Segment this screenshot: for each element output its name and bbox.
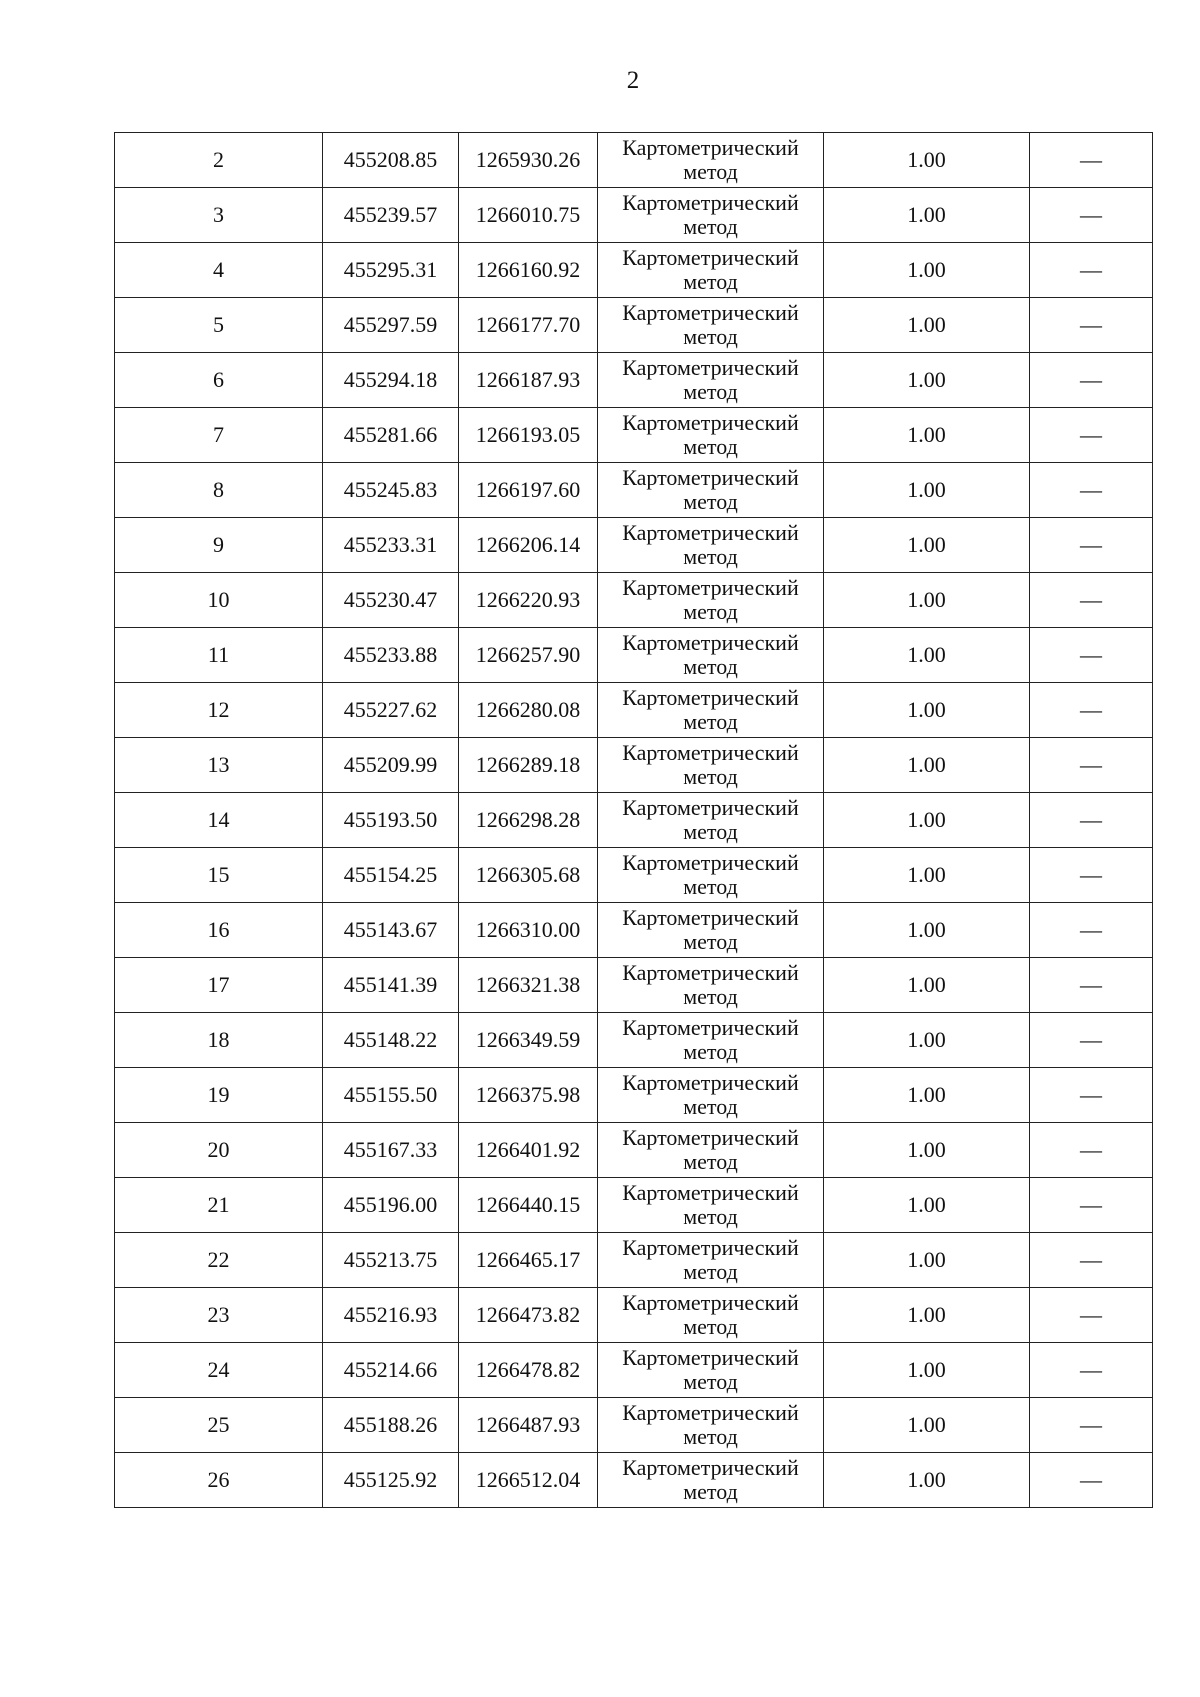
y-coordinate-cell: 1266280.08 <box>459 683 598 738</box>
method-line-1: Картометрический <box>622 1290 799 1315</box>
coordinates-table <box>114 132 1153 1508</box>
point-number-cell: 11 <box>115 628 323 683</box>
x-coordinate-cell: 455148.22 <box>323 1013 459 1068</box>
method-cell <box>598 298 824 353</box>
x-coordinate-cell: 455125.92 <box>323 1453 459 1508</box>
table-row <box>115 1343 1153 1398</box>
accuracy-cell: 1.00 <box>824 133 1030 188</box>
x-coordinate-cell: 455216.93 <box>323 1288 459 1343</box>
method-line-2: метод <box>683 269 738 294</box>
y-coordinate-cell: 1266321.38 <box>459 958 598 1013</box>
table-row <box>115 958 1153 1013</box>
x-coordinate-cell: 455233.88 <box>323 628 459 683</box>
x-coordinate-cell: 455213.75 <box>323 1233 459 1288</box>
y-coordinate-cell: 1266401.92 <box>459 1123 598 1178</box>
accuracy-cell: 1.00 <box>824 1398 1030 1453</box>
method-line-1: Картометрический <box>622 355 799 380</box>
x-coordinate-cell: 455208.85 <box>323 133 459 188</box>
x-coordinate-cell: 455214.66 <box>323 1343 459 1398</box>
accuracy-cell: 1.00 <box>824 518 1030 573</box>
accuracy-cell: 1.00 <box>824 1123 1030 1178</box>
accuracy-cell: 1.00 <box>824 1288 1030 1343</box>
method-line-2: метод <box>683 1149 738 1174</box>
accuracy-cell: 1.00 <box>824 408 1030 463</box>
description-cell: — <box>1030 738 1153 793</box>
x-coordinate-cell: 455239.57 <box>323 188 459 243</box>
table-row <box>115 848 1153 903</box>
method-line-1: Картометрический <box>622 740 799 765</box>
y-coordinate-cell: 1266220.93 <box>459 573 598 628</box>
description-cell: — <box>1030 1178 1153 1233</box>
table-row <box>115 1178 1153 1233</box>
method-line-1: Картометрический <box>622 1235 799 1260</box>
point-number-cell: 6 <box>115 353 323 408</box>
method-cell <box>598 1398 824 1453</box>
point-number-cell: 12 <box>115 683 323 738</box>
method-line-1: Картометрический <box>622 1400 799 1425</box>
method-cell <box>598 1343 824 1398</box>
method-cell <box>598 848 824 903</box>
method-line-2: метод <box>683 214 738 239</box>
accuracy-cell: 1.00 <box>824 958 1030 1013</box>
description-cell: — <box>1030 243 1153 298</box>
method-line-2: метод <box>683 1369 738 1394</box>
y-coordinate-cell: 1266478.82 <box>459 1343 598 1398</box>
description-cell: — <box>1030 298 1153 353</box>
point-number-cell: 24 <box>115 1343 323 1398</box>
x-coordinate-cell: 455294.18 <box>323 353 459 408</box>
method-line-2: метод <box>683 599 738 624</box>
x-coordinate-cell: 455196.00 <box>323 1178 459 1233</box>
table-row <box>115 518 1153 573</box>
y-coordinate-cell: 1266310.00 <box>459 903 598 958</box>
method-line-1: Картометрический <box>622 630 799 655</box>
accuracy-cell: 1.00 <box>824 1453 1030 1508</box>
y-coordinate-cell: 1266187.93 <box>459 353 598 408</box>
accuracy-cell: 1.00 <box>824 1068 1030 1123</box>
method-line-2: метод <box>683 324 738 349</box>
point-number-cell: 15 <box>115 848 323 903</box>
method-line-1: Картометрический <box>622 520 799 545</box>
x-coordinate-cell: 455143.67 <box>323 903 459 958</box>
method-line-2: метод <box>683 1314 738 1339</box>
table-row <box>115 188 1153 243</box>
x-coordinate-cell: 455227.62 <box>323 683 459 738</box>
y-coordinate-cell: 1266206.14 <box>459 518 598 573</box>
description-cell: — <box>1030 683 1153 738</box>
coordinates-table-container <box>114 132 1153 1508</box>
y-coordinate-cell: 1266257.90 <box>459 628 598 683</box>
y-coordinate-cell: 1266010.75 <box>459 188 598 243</box>
method-line-2: метод <box>683 709 738 734</box>
table-row <box>115 1453 1153 1508</box>
accuracy-cell: 1.00 <box>824 573 1030 628</box>
y-coordinate-cell: 1266349.59 <box>459 1013 598 1068</box>
description-cell: — <box>1030 1398 1153 1453</box>
x-coordinate-cell: 455230.47 <box>323 573 459 628</box>
method-line-1: Картометрический <box>622 960 799 985</box>
method-line-2: метод <box>683 1479 738 1504</box>
method-line-2: метод <box>683 544 738 569</box>
method-line-1: Картометрический <box>622 190 799 215</box>
y-coordinate-cell: 1266193.05 <box>459 408 598 463</box>
method-cell <box>598 243 824 298</box>
method-line-2: метод <box>683 654 738 679</box>
x-coordinate-cell: 455245.83 <box>323 463 459 518</box>
x-coordinate-cell: 455295.31 <box>323 243 459 298</box>
x-coordinate-cell: 455141.39 <box>323 958 459 1013</box>
method-line-1: Картометрический <box>622 300 799 325</box>
accuracy-cell: 1.00 <box>824 298 1030 353</box>
method-cell <box>598 958 824 1013</box>
method-cell <box>598 1288 824 1343</box>
y-coordinate-cell: 1266440.15 <box>459 1178 598 1233</box>
method-line-2: метод <box>683 764 738 789</box>
page-number: 2 <box>626 67 640 94</box>
y-coordinate-cell: 1266465.17 <box>459 1233 598 1288</box>
method-line-1: Картометрический <box>622 410 799 435</box>
method-line-2: метод <box>683 984 738 1009</box>
method-line-1: Картометрический <box>622 575 799 600</box>
method-line-1: Картометрический <box>622 905 799 930</box>
method-line-2: метод <box>683 929 738 954</box>
description-cell: — <box>1030 573 1153 628</box>
method-line-1: Картометрический <box>622 850 799 875</box>
method-line-1: Картометрический <box>622 1125 799 1150</box>
method-cell <box>598 903 824 958</box>
accuracy-cell: 1.00 <box>824 463 1030 518</box>
accuracy-cell: 1.00 <box>824 683 1030 738</box>
description-cell: — <box>1030 1453 1153 1508</box>
method-cell <box>598 628 824 683</box>
coordinates-table-body <box>115 133 1153 1508</box>
description-cell: — <box>1030 408 1153 463</box>
table-row <box>115 298 1153 353</box>
description-cell: — <box>1030 133 1153 188</box>
table-row <box>115 1068 1153 1123</box>
description-cell: — <box>1030 628 1153 683</box>
method-line-2: метод <box>683 379 738 404</box>
description-cell: — <box>1030 1343 1153 1398</box>
method-line-2: метод <box>683 489 738 514</box>
table-row <box>115 1233 1153 1288</box>
x-coordinate-cell: 455193.50 <box>323 793 459 848</box>
x-coordinate-cell: 455281.66 <box>323 408 459 463</box>
method-line-1: Картометрический <box>622 1015 799 1040</box>
x-coordinate-cell: 455297.59 <box>323 298 459 353</box>
point-number-cell: 7 <box>115 408 323 463</box>
point-number-cell: 19 <box>115 1068 323 1123</box>
method-line-1: Картометрический <box>622 1455 799 1480</box>
description-cell: — <box>1030 1068 1153 1123</box>
description-cell: — <box>1030 1123 1153 1178</box>
table-row <box>115 1288 1153 1343</box>
x-coordinate-cell: 455155.50 <box>323 1068 459 1123</box>
method-cell <box>598 738 824 793</box>
method-line-2: метод <box>683 1424 738 1449</box>
point-number-cell: 21 <box>115 1178 323 1233</box>
point-number-cell: 13 <box>115 738 323 793</box>
point-number-cell: 18 <box>115 1013 323 1068</box>
method-line-1: Картометрический <box>622 1345 799 1370</box>
table-row <box>115 133 1153 188</box>
table-row <box>115 903 1153 958</box>
point-number-cell: 8 <box>115 463 323 518</box>
table-row <box>115 1123 1153 1178</box>
table-row <box>115 243 1153 298</box>
x-coordinate-cell: 455154.25 <box>323 848 459 903</box>
method-line-2: метод <box>683 434 738 459</box>
point-number-cell: 3 <box>115 188 323 243</box>
y-coordinate-cell: 1266197.60 <box>459 463 598 518</box>
accuracy-cell: 1.00 <box>824 903 1030 958</box>
method-cell <box>598 1178 824 1233</box>
x-coordinate-cell: 455233.31 <box>323 518 459 573</box>
description-cell: — <box>1030 353 1153 408</box>
method-cell <box>598 1123 824 1178</box>
method-cell <box>598 1233 824 1288</box>
accuracy-cell: 1.00 <box>824 1178 1030 1233</box>
description-cell: — <box>1030 1233 1153 1288</box>
method-line-2: метод <box>683 1094 738 1119</box>
description-cell: — <box>1030 463 1153 518</box>
method-cell <box>598 793 824 848</box>
method-cell <box>598 573 824 628</box>
point-number-cell: 17 <box>115 958 323 1013</box>
table-row <box>115 628 1153 683</box>
point-number-cell: 16 <box>115 903 323 958</box>
description-cell: — <box>1030 958 1153 1013</box>
y-coordinate-cell: 1265930.26 <box>459 133 598 188</box>
table-row <box>115 573 1153 628</box>
y-coordinate-cell: 1266289.18 <box>459 738 598 793</box>
method-line-1: Картометрический <box>622 685 799 710</box>
table-row <box>115 353 1153 408</box>
table-row <box>115 1398 1153 1453</box>
y-coordinate-cell: 1266375.98 <box>459 1068 598 1123</box>
table-row <box>115 738 1153 793</box>
accuracy-cell: 1.00 <box>824 243 1030 298</box>
method-cell <box>598 1453 824 1508</box>
method-line-1: Картометрический <box>622 245 799 270</box>
method-line-2: метод <box>683 1204 738 1229</box>
method-cell <box>598 1013 824 1068</box>
y-coordinate-cell: 1266177.70 <box>459 298 598 353</box>
y-coordinate-cell: 1266305.68 <box>459 848 598 903</box>
method-line-2: метод <box>683 874 738 899</box>
method-cell <box>598 683 824 738</box>
table-row <box>115 1013 1153 1068</box>
method-line-2: метод <box>683 1259 738 1284</box>
method-cell <box>598 518 824 573</box>
point-number-cell: 25 <box>115 1398 323 1453</box>
accuracy-cell: 1.00 <box>824 1343 1030 1398</box>
description-cell: — <box>1030 903 1153 958</box>
method-line-2: метод <box>683 159 738 184</box>
y-coordinate-cell: 1266473.82 <box>459 1288 598 1343</box>
method-line-1: Картометрический <box>622 795 799 820</box>
accuracy-cell: 1.00 <box>824 1233 1030 1288</box>
point-number-cell: 5 <box>115 298 323 353</box>
description-cell: — <box>1030 1288 1153 1343</box>
accuracy-cell: 1.00 <box>824 738 1030 793</box>
accuracy-cell: 1.00 <box>824 848 1030 903</box>
point-number-cell: 10 <box>115 573 323 628</box>
x-coordinate-cell: 455209.99 <box>323 738 459 793</box>
table-row <box>115 408 1153 463</box>
description-cell: — <box>1030 848 1153 903</box>
description-cell: — <box>1030 793 1153 848</box>
table-row <box>115 683 1153 738</box>
y-coordinate-cell: 1266512.04 <box>459 1453 598 1508</box>
point-number-cell: 26 <box>115 1453 323 1508</box>
description-cell: — <box>1030 1013 1153 1068</box>
x-coordinate-cell: 455167.33 <box>323 1123 459 1178</box>
y-coordinate-cell: 1266487.93 <box>459 1398 598 1453</box>
accuracy-cell: 1.00 <box>824 1013 1030 1068</box>
method-line-1: Картометрический <box>622 465 799 490</box>
method-cell <box>598 408 824 463</box>
point-number-cell: 20 <box>115 1123 323 1178</box>
point-number-cell: 4 <box>115 243 323 298</box>
method-line-1: Картометрический <box>622 1070 799 1095</box>
y-coordinate-cell: 1266160.92 <box>459 243 598 298</box>
point-number-cell: 14 <box>115 793 323 848</box>
method-cell <box>598 353 824 408</box>
method-cell <box>598 463 824 518</box>
method-cell <box>598 188 824 243</box>
x-coordinate-cell: 455188.26 <box>323 1398 459 1453</box>
accuracy-cell: 1.00 <box>824 628 1030 683</box>
table-row <box>115 463 1153 518</box>
method-cell <box>598 133 824 188</box>
point-number-cell: 22 <box>115 1233 323 1288</box>
accuracy-cell: 1.00 <box>824 353 1030 408</box>
method-line-1: Картометрический <box>622 1180 799 1205</box>
description-cell: — <box>1030 188 1153 243</box>
method-line-2: метод <box>683 819 738 844</box>
method-line-2: метод <box>683 1039 738 1064</box>
point-number-cell: 23 <box>115 1288 323 1343</box>
y-coordinate-cell: 1266298.28 <box>459 793 598 848</box>
point-number-cell: 9 <box>115 518 323 573</box>
method-line-1: Картометрический <box>622 135 799 160</box>
accuracy-cell: 1.00 <box>824 188 1030 243</box>
accuracy-cell: 1.00 <box>824 793 1030 848</box>
method-cell <box>598 1068 824 1123</box>
point-number-cell: 2 <box>115 133 323 188</box>
table-row <box>115 793 1153 848</box>
description-cell: — <box>1030 518 1153 573</box>
